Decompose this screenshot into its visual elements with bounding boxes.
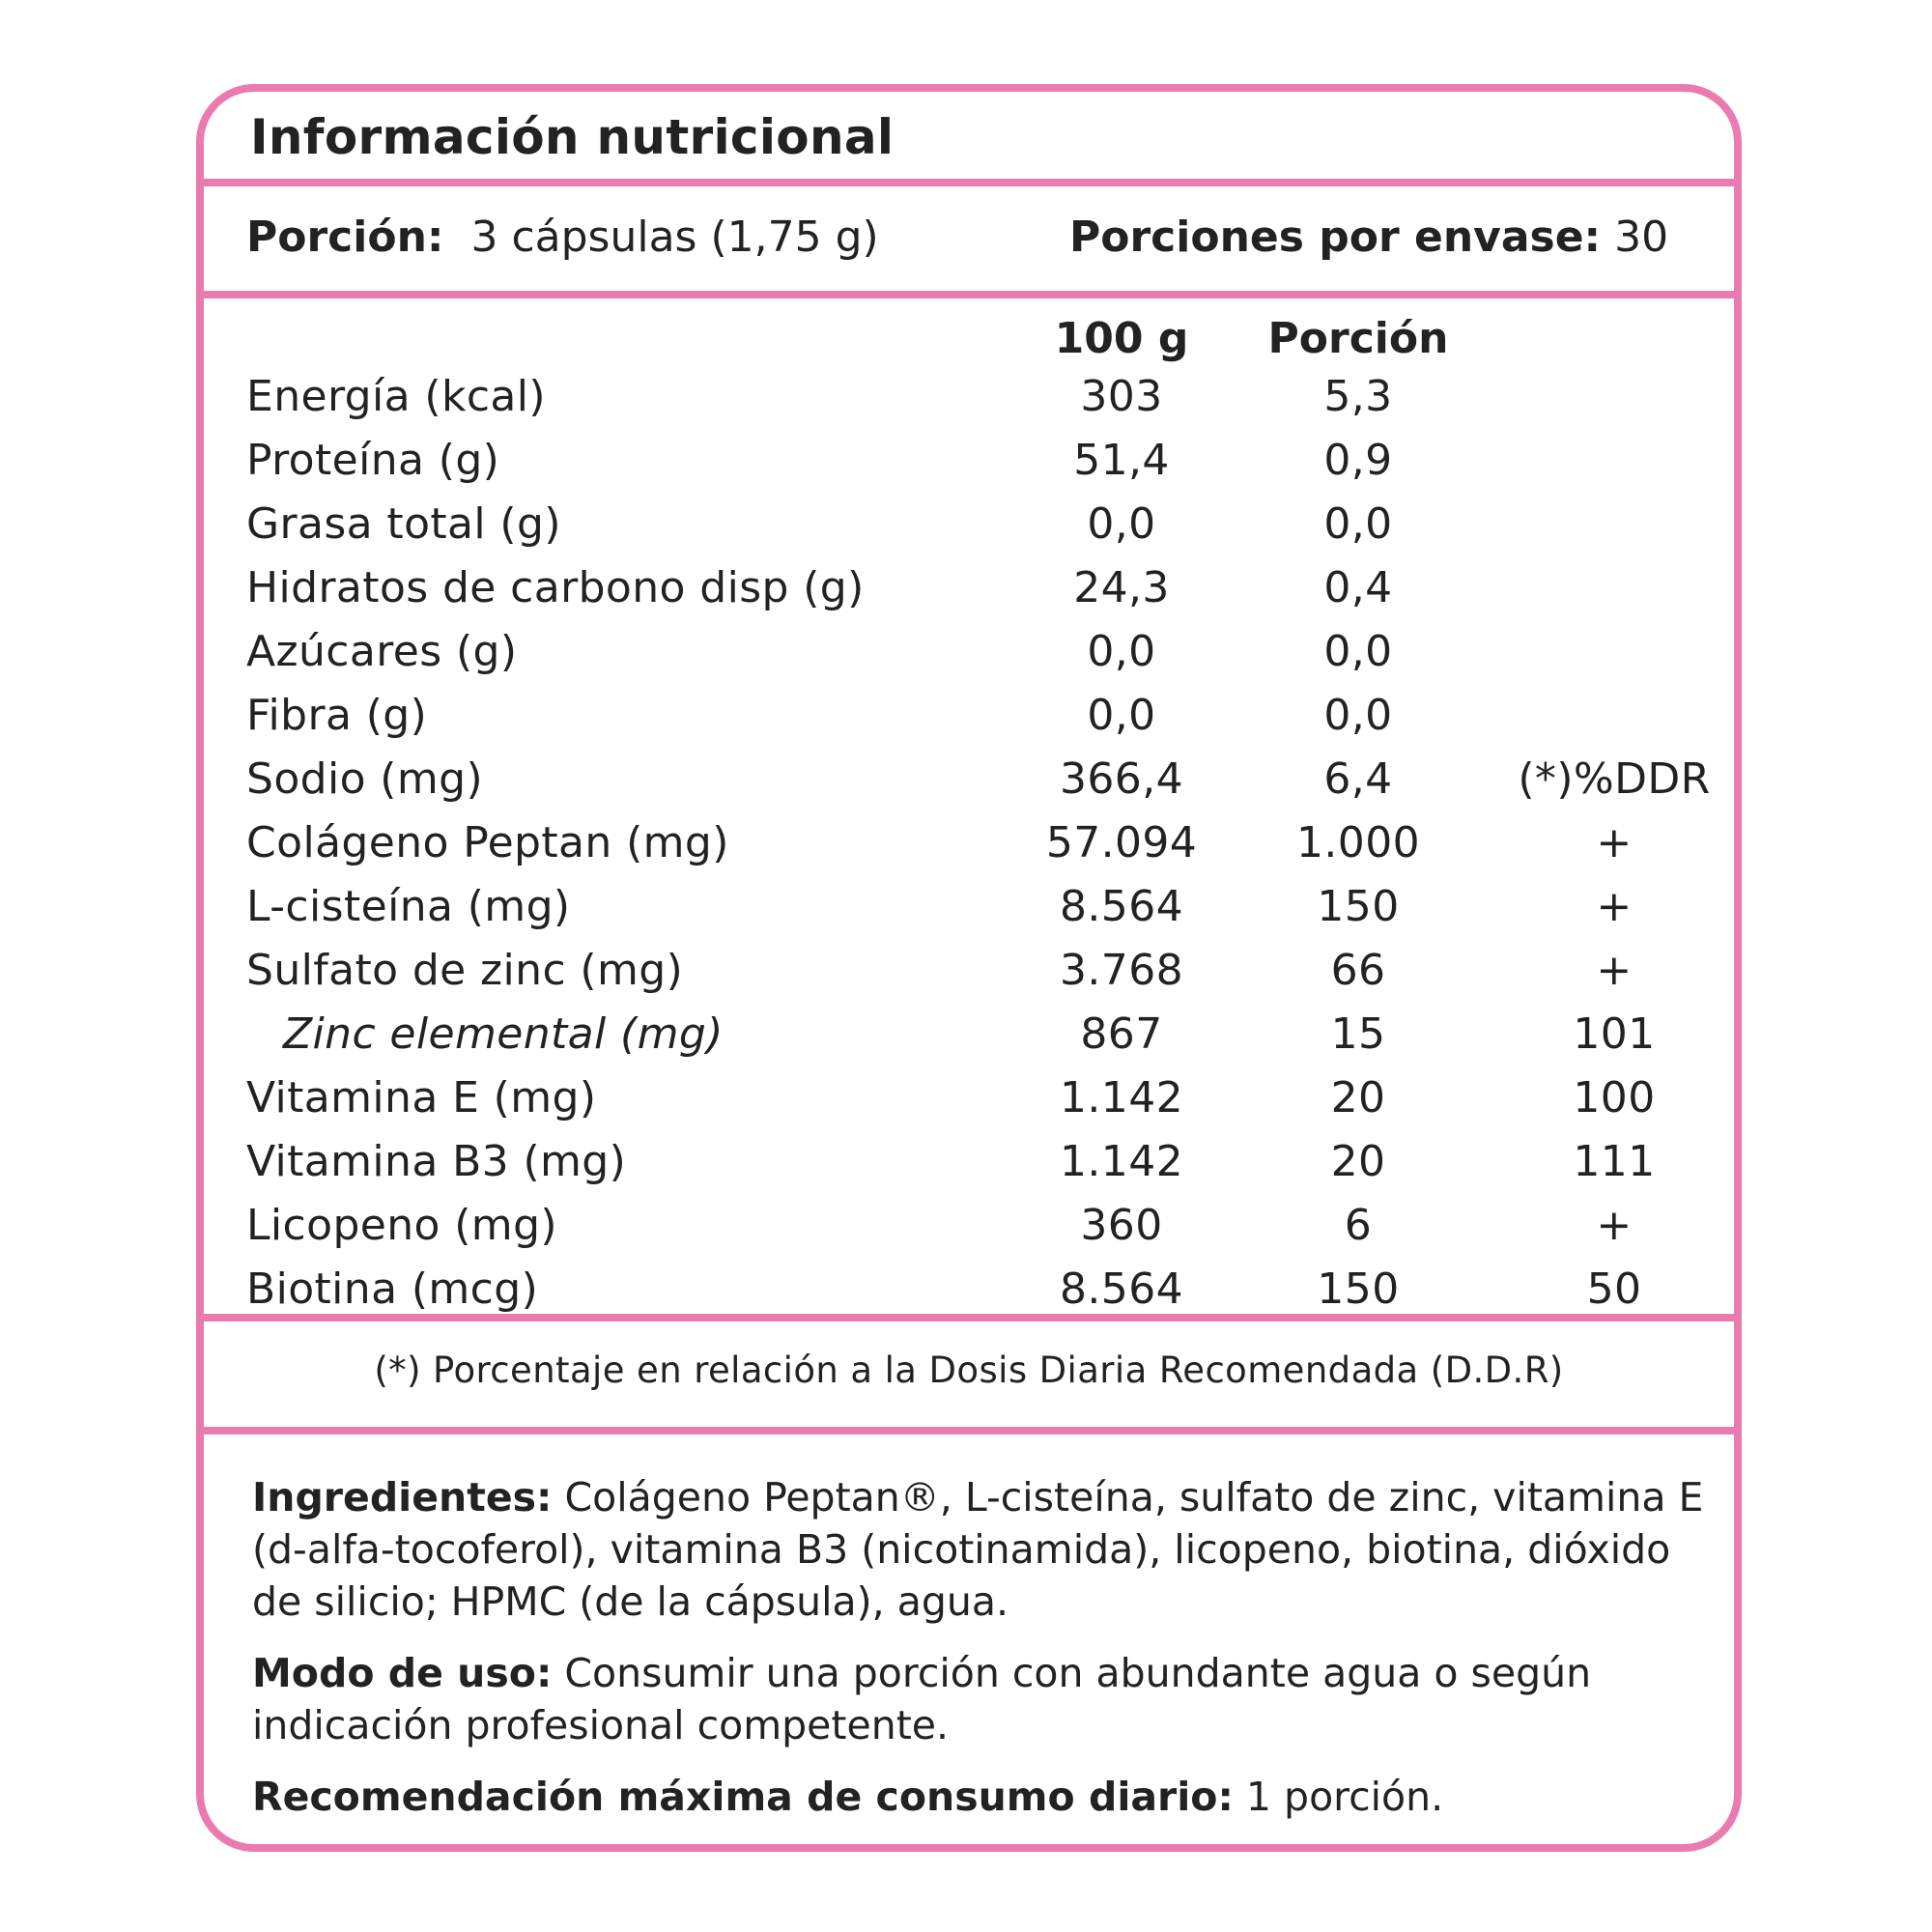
value-per-portion: 15 bbox=[1330, 1009, 1386, 1059]
value-per-portion: 0,0 bbox=[1323, 499, 1393, 549]
table-row bbox=[204, 372, 1734, 436]
column-header-portion: Porción bbox=[1267, 314, 1449, 363]
table-row bbox=[204, 818, 1734, 882]
nutrient-name: Sulfato de zinc (mg) bbox=[246, 946, 684, 995]
nutrient-table bbox=[204, 372, 1734, 1328]
nutrient-name: Biotina (mcg) bbox=[246, 1264, 539, 1314]
value-ddr: (*)%DDR bbox=[1518, 754, 1711, 804]
ingredients-paragraph bbox=[252, 1471, 1725, 1628]
portion-value: 3 cápsulas (1,75 g) bbox=[470, 213, 879, 262]
value-per-portion: 1.000 bbox=[1296, 818, 1420, 867]
divider-table bbox=[204, 1314, 1734, 1321]
value-per-100g: 360 bbox=[1080, 1201, 1163, 1250]
value-per-100g: 303 bbox=[1080, 372, 1163, 421]
table-row bbox=[204, 436, 1734, 499]
value-per-portion: 150 bbox=[1317, 882, 1400, 931]
table-row bbox=[204, 1201, 1734, 1264]
label-title: Información nutricional bbox=[250, 109, 895, 165]
table-row bbox=[204, 946, 1734, 1009]
table-row bbox=[204, 1009, 1734, 1073]
value-per-100g: 24,3 bbox=[1073, 563, 1170, 612]
value-per-100g: 3.768 bbox=[1060, 946, 1183, 995]
value-per-portion: 0,9 bbox=[1323, 436, 1393, 485]
value-per-portion: 20 bbox=[1330, 1137, 1386, 1186]
nutrient-name: Azúcares (g) bbox=[246, 627, 518, 676]
value-ddr: 101 bbox=[1573, 1009, 1656, 1059]
nutrient-name: Proteína (g) bbox=[246, 436, 500, 485]
value-per-portion: 66 bbox=[1330, 946, 1386, 995]
table-row bbox=[204, 563, 1734, 627]
value-per-100g: 8.564 bbox=[1060, 1264, 1183, 1314]
value-per-100g: 1.142 bbox=[1060, 1137, 1183, 1186]
value-ddr: + bbox=[1596, 946, 1633, 995]
nutrient-name: Vitamina B3 (mg) bbox=[246, 1137, 627, 1186]
max-daily-paragraph bbox=[252, 1771, 1725, 1823]
usage-text: Consumir una porción con abundante agua o según indicación profesional competente. bbox=[252, 1650, 1592, 1748]
nutrient-name: Zinc elemental (mg) bbox=[283, 1009, 724, 1059]
value-per-100g: 8.564 bbox=[1060, 882, 1183, 931]
value-ddr: + bbox=[1596, 1201, 1633, 1250]
value-per-100g: 0,0 bbox=[1087, 627, 1156, 676]
usage-label: Modo de uso: bbox=[252, 1650, 553, 1696]
value-per-100g: 1.142 bbox=[1060, 1073, 1183, 1122]
nutrition-label-panel bbox=[196, 84, 1742, 1852]
table-row bbox=[204, 691, 1734, 754]
value-per-100g: 51,4 bbox=[1073, 436, 1170, 485]
portions-per-pack bbox=[1069, 213, 1668, 262]
nutrient-name: L-cisteína (mg) bbox=[246, 882, 571, 931]
nutrient-name: Hidratos de carbono disp (g) bbox=[246, 563, 865, 612]
per-pack-value: 30 bbox=[1614, 213, 1669, 262]
value-per-100g: 0,0 bbox=[1087, 691, 1156, 740]
value-ddr: + bbox=[1596, 882, 1633, 931]
table-row bbox=[204, 499, 1734, 563]
value-per-portion: 0,0 bbox=[1323, 627, 1393, 676]
table-row bbox=[204, 1073, 1734, 1137]
table-row bbox=[204, 754, 1734, 818]
divider-footnote bbox=[204, 1427, 1734, 1435]
max-daily-label: Recomendación máxima de consumo diario: bbox=[252, 1774, 1234, 1820]
value-per-portion: 0,0 bbox=[1323, 691, 1393, 740]
value-per-portion: 150 bbox=[1317, 1264, 1400, 1314]
portion-size bbox=[246, 213, 879, 262]
table-row bbox=[204, 882, 1734, 946]
ingredients-text: Colágeno Peptan®, L-cisteína, sulfato de zinc, vitamina E (d-alfa-tocoferol), vitamina B3 (nicotinamida), licopeno, biotina, dióxido de silicio; HPMC (de la cápsula), agua. bbox=[252, 1474, 1704, 1625]
value-per-portion: 0,4 bbox=[1323, 563, 1393, 612]
value-per-portion: 6 bbox=[1344, 1201, 1373, 1250]
value-per-portion: 6,4 bbox=[1323, 754, 1393, 804]
ingredients-label: Ingredientes: bbox=[252, 1474, 553, 1520]
table-row bbox=[204, 627, 1734, 691]
value-per-100g: 366,4 bbox=[1060, 754, 1183, 804]
usage-paragraph bbox=[252, 1647, 1725, 1751]
max-daily-text: 1 porción. bbox=[1245, 1774, 1444, 1820]
portion-label: Porción: bbox=[246, 213, 444, 262]
column-header-100g: 100 g bbox=[1054, 314, 1189, 363]
footnote: (*) Porcentaje en relación a la Dosis Diaria Recomendada (D.D.R) bbox=[374, 1350, 1564, 1391]
per-pack-label: Porciones por envase: bbox=[1069, 213, 1602, 262]
value-per-100g: 0,0 bbox=[1087, 499, 1156, 549]
divider-serving bbox=[204, 291, 1734, 298]
value-ddr: 50 bbox=[1586, 1264, 1642, 1314]
nutrient-name: Colágeno Peptan (mg) bbox=[246, 818, 729, 867]
value-per-portion: 20 bbox=[1330, 1073, 1386, 1122]
value-ddr: 111 bbox=[1573, 1137, 1656, 1186]
nutrient-name: Fibra (g) bbox=[246, 691, 428, 740]
nutrient-name: Sodio (mg) bbox=[246, 754, 484, 804]
value-per-portion: 5,3 bbox=[1323, 372, 1393, 421]
nutrient-name: Licopeno (mg) bbox=[246, 1201, 557, 1250]
value-per-100g: 57.094 bbox=[1045, 818, 1198, 867]
value-ddr: + bbox=[1596, 818, 1633, 867]
table-row bbox=[204, 1137, 1734, 1201]
value-ddr: 100 bbox=[1573, 1073, 1656, 1122]
nutrient-name: Vitamina E (mg) bbox=[246, 1073, 597, 1122]
nutrient-name: Energía (kcal) bbox=[246, 372, 546, 421]
divider-title bbox=[204, 179, 1734, 186]
value-per-100g: 867 bbox=[1080, 1009, 1163, 1059]
nutrient-name: Grasa total (g) bbox=[246, 499, 561, 549]
